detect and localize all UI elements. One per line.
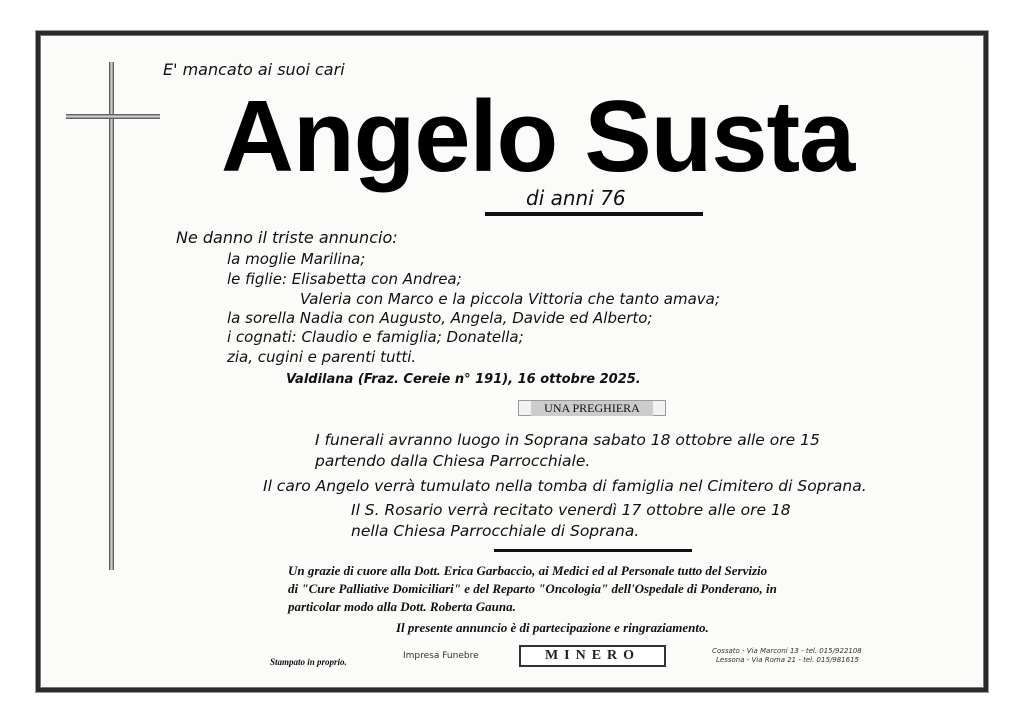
family-line: Valeria con Marco e la piccola Vittoria che tanto amava; [300, 290, 720, 308]
thanks-line: Un grazie di cuore alla Dott. Erica Garbaccio, ai Medici ed al Personale tutto del Servizio [288, 563, 768, 578]
divider [494, 549, 692, 552]
funeral-line: Il caro Angelo verrà tumulato nella tomba di famiglia nel Cimitero di Soprana. [263, 477, 867, 495]
place-date: Valdilana (Fraz. Cereie n° 191), 16 ottobre 2025. [286, 372, 641, 387]
prayer-button[interactable] [518, 400, 666, 416]
family-line: zia, cugini e parenti tutti. [227, 348, 417, 366]
family-line: i cognati: Claudio e famiglia; Donatella; [227, 328, 524, 346]
funeral-line: nella Chiesa Parrocchiale di Soprana. [351, 522, 640, 540]
agency-name: MINERO [544, 648, 641, 663]
family-line: la moglie Marilina; [227, 250, 366, 268]
family-line: la sorella Nadia con Augusto, Angela, Davide ed Alberto; [227, 309, 653, 327]
intro-text: E' mancato ai suoi cari [163, 60, 345, 79]
printed-note: Stampato in proprio. [270, 657, 347, 667]
funeral-line: I funerali avranno luogo in Soprana sabato 18 ottobre alle ore 15 [315, 431, 820, 449]
cross-icon [109, 62, 114, 570]
agency-logo [519, 645, 666, 667]
prayer-button-label: UNA PREGHIERA [531, 401, 653, 416]
announce-heading: Ne danno il triste annuncio: [176, 228, 398, 247]
family-line: le figlie: Elisabetta con Andrea; [227, 270, 462, 288]
thanks-line: particolar modo alla Dott. Roberta Gauna. [288, 599, 516, 614]
thanks-line: di "Cure Palliative Domiciliari" e del Reparto "Oncologia" dell'Ospedale di Ponderano, in [288, 581, 777, 596]
age-underline [485, 212, 703, 216]
participation-text: Il presente annuncio è di partecipazione e ringraziamento. [396, 620, 709, 635]
agency-label: Impresa Funebre [403, 651, 479, 661]
age-text: di anni 76 [526, 186, 626, 210]
funeral-line: Il S. Rosario verrà recitato venerdì 17 ottobre alle ore 18 [351, 501, 791, 519]
agency-address: Lessona - Via Roma 21 - tel. 015/981615 [716, 656, 859, 664]
agency-address: Cossato - Via Marconi 13 - tel. 015/922108 [712, 647, 862, 655]
funeral-line: partendo dalla Chiesa Parrocchiale. [315, 452, 591, 470]
cross-icon-bar [66, 114, 160, 119]
deceased-name: Angelo Susta [221, 81, 855, 193]
